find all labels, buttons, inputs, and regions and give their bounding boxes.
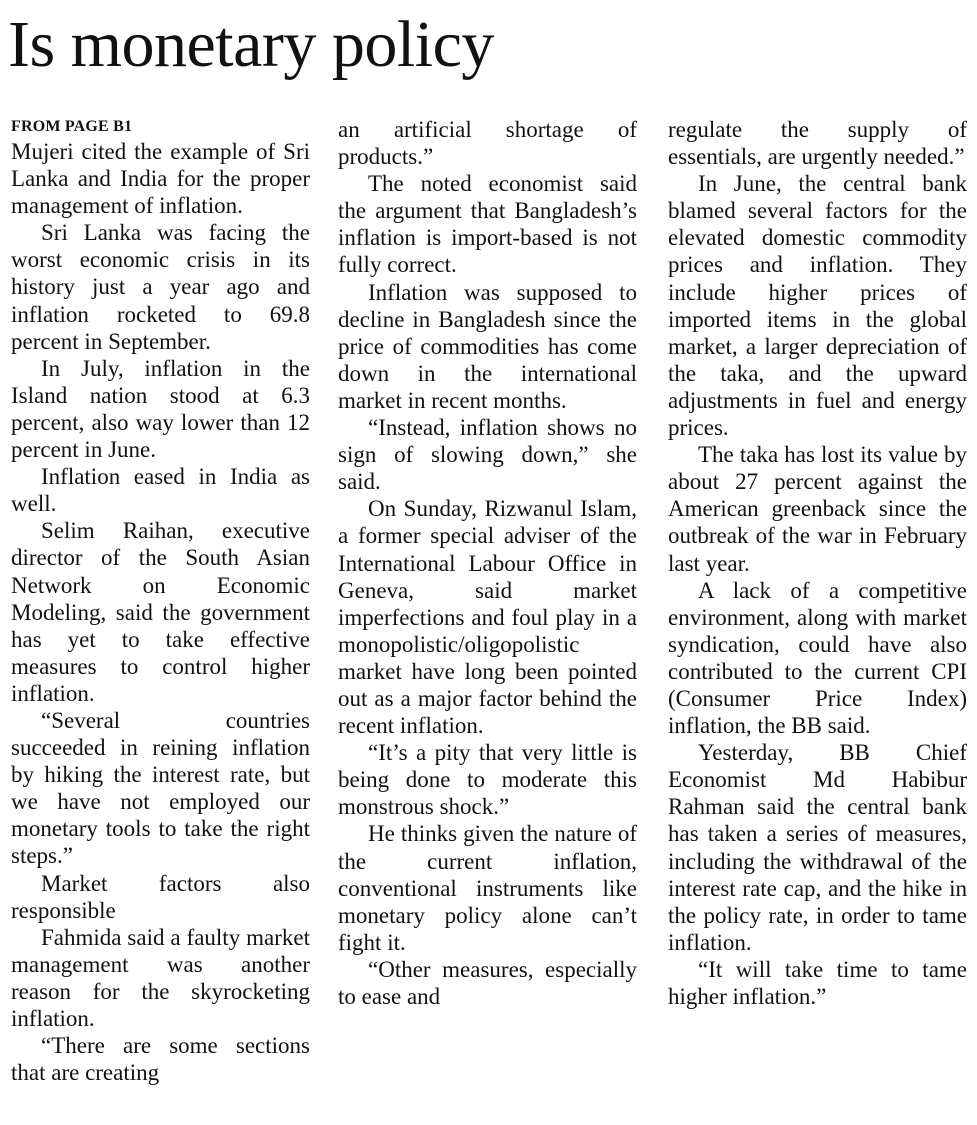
paragraph: “There are some sections that are creating [11,1033,310,1086]
subheading: Market factors also responsible [11,870,310,923]
paragraph: Selim Raihan, executive director of the South Asian Network on Economic Modeling, said the government has yet to take effective measures to control higher inflation. [11,518,310,706]
article-column-1 [11,116,310,1086]
paragraph: Mujeri cited the example of Sri Lanka and India for the proper management of inflation. [11,139,310,219]
paragraph: Yesterday, BB Chief Economist Md Habibur Rahman said the central bank has taken a series of measures, including the withdrawal of the interest rate cap, and the hike in the policy rate, in order to tame inflation. [668,740,967,955]
paragraph: Sri Lanka was facing the worst economic crisis in its history just a year ago and inflation rocketed to 69.8 percent in September. [11,220,310,354]
paragraph: In July, inflation in the Island nation stood at 6.3 percent, also way lower than 12 percent in June. [11,355,310,463]
paragraph: “It will take time to tame higher inflation.” [668,956,967,1009]
paragraph: Inflation was supposed to decline in Bangladesh since the price of commodities has come down in the international market in recent months. [338,279,637,413]
paragraph: “Instead, inflation shows no sign of slowing down,” she said. [338,415,637,495]
headline: Is monetary policy [8,8,494,81]
paragraph: The taka has lost its value by about 27 percent against the American greenback since the outbreak of the war in February last year. [668,442,967,576]
paragraph: On Sunday, Rizwanul Islam, a former special adviser of the International Labour Office in Geneva, said market imperfections and foul play in a monopolistic/oligopolistic market have long been pointed out as a major factor behind the recent inflation. [338,496,637,739]
article-column-3 [668,116,967,1010]
paragraph: Inflation eased in India as well. [11,464,310,517]
paragraph: regulate the supply of essentials, are urgently needed.” [668,117,967,170]
paragraph: The noted economist said the argument that Bangladesh’s inflation is import-based is not fully correct. [338,171,637,278]
paragraph: “Several countries succeeded in reining inflation by hiking the interest rate, but we have not employed our monetary tools to take the right steps.” [11,707,310,869]
paragraph: “It’s a pity that very little is being done to moderate this monstrous shock.” [338,740,637,820]
paragraph: A lack of a competitive environment, along with market syndication, could have also contributed to the current CPI (Consumer Price Index) inflation, the BB said. [668,577,967,739]
article-column-2 [338,116,637,1010]
paragraph: “Other measures, especially to ease and [338,956,637,1009]
paragraph: He thinks given the nature of the current inflation, conventional instruments like monetary policy alone can’t fight it. [338,821,637,955]
paragraph: In June, the central bank blamed several factors for the elevated domestic commodity prices and inflation. They include higher prices of imported items in the global market, a larger depreciation of the taka, and the upward adjustments in fuel and energy prices. [668,171,967,441]
dateline: FROM PAGE B1 [11,118,133,135]
paragraph: an artificial shortage of products.” [338,117,637,170]
paragraph: Fahmida said a faulty market management was another reason for the skyrocketing inflation. [11,924,310,1031]
